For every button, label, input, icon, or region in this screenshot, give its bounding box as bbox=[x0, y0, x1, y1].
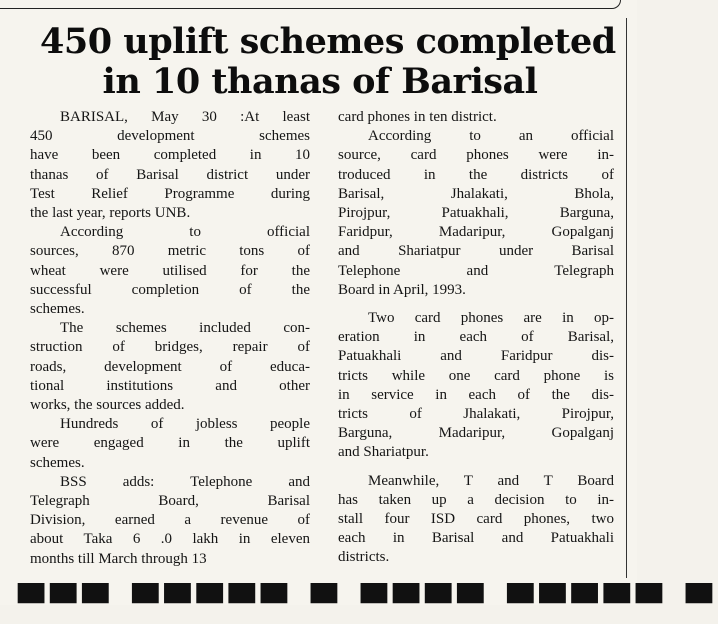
text-line: and Shariatpur under Barisal bbox=[338, 243, 614, 260]
paragraph bbox=[338, 108, 614, 127]
text-line: BARISAL, May 30 :At least bbox=[60, 109, 310, 125]
paragraph-gap bbox=[338, 300, 614, 309]
headline-line-2: in 10 thanas of Barisal bbox=[102, 61, 538, 102]
paragraph bbox=[30, 319, 310, 415]
headline-line-1: 450 uplift schemes completed bbox=[40, 21, 616, 62]
text-line: Meanwhile, T and T Board bbox=[368, 472, 614, 489]
text-line: schemes. bbox=[30, 454, 85, 471]
text-line: Telegraph Board, Barisal bbox=[30, 493, 310, 510]
text-line: thanas of Barisal district under bbox=[30, 166, 310, 183]
text-line: Barisal, Jhalakati, Bhola, bbox=[338, 185, 614, 202]
right-column bbox=[338, 108, 614, 568]
text-line: tricts of Jhalakati, Pirojpur, bbox=[338, 406, 614, 423]
paragraph bbox=[30, 223, 310, 319]
text-line: have been completed in 10 bbox=[30, 147, 310, 164]
top-border-rule bbox=[0, 0, 621, 9]
text-line: Telephone and Telegraph bbox=[338, 262, 614, 279]
text-line: The schemes included con- bbox=[60, 320, 310, 337]
text-line: struction of bridges, repair of bbox=[30, 339, 310, 356]
next-headline-cutoff bbox=[0, 582, 718, 624]
text-line: Faridpur, Madaripur, Gopalganj bbox=[338, 224, 614, 241]
text-line: Test Relief Programme during bbox=[30, 185, 310, 202]
left-column bbox=[30, 108, 310, 569]
text-line: successful completion of the bbox=[30, 281, 310, 298]
text-line: tional institutions and other bbox=[30, 377, 310, 394]
text-line: the last year, reports UNB. bbox=[30, 205, 191, 222]
paragraph bbox=[338, 127, 614, 300]
paragraph bbox=[338, 309, 614, 463]
text-line: in service in each of the dis- bbox=[338, 386, 614, 403]
text-line: BSS adds: Telephone and bbox=[60, 473, 310, 490]
text-line: 450 development schemes bbox=[30, 128, 310, 145]
text-line: troduced in the districts of bbox=[338, 166, 614, 183]
cutoff-glyphs: ▀▀▀ ▀▀▀▀▀ ▀ ▀▀▀▀ ▀▀▀▀▀ ▀ bbox=[18, 584, 718, 624]
text-line: were engaged in the uplift bbox=[30, 435, 310, 452]
paragraph bbox=[30, 415, 310, 473]
text-line: According to official bbox=[60, 224, 310, 241]
text-line: sources, 870 metric tons of bbox=[30, 243, 310, 260]
text-line: roads, development of educa- bbox=[30, 358, 310, 375]
text-line: wheat were utilised for the bbox=[30, 262, 310, 279]
text-line: and Shariatpur. bbox=[338, 444, 429, 461]
text-line: months till March through 13 bbox=[30, 550, 207, 567]
paragraph bbox=[338, 472, 614, 568]
text-line: eration in each of Barisal, bbox=[338, 329, 614, 346]
text-line: about Taka 6 .0 lakh in eleven bbox=[30, 531, 310, 548]
text-line: Pirojpur, Patuakhali, Barguna, bbox=[338, 205, 614, 222]
text-line: each in Barisal and Patuakhali bbox=[338, 530, 614, 547]
text-line: According to an official bbox=[368, 128, 614, 145]
text-line: tricts while one card phone is bbox=[338, 367, 614, 384]
text-line: Board in April, 1993. bbox=[338, 281, 466, 298]
right-column-rule bbox=[626, 18, 627, 578]
headline bbox=[40, 21, 616, 102]
text-line: Two card phones are in op- bbox=[368, 310, 614, 327]
text-line: works, the sources added. bbox=[30, 397, 185, 414]
text-line: Hundreds of jobless people bbox=[60, 416, 310, 433]
text-line: Patuakhali and Faridpur dis- bbox=[338, 348, 614, 365]
text-line: Barguna, Madaripur, Gopalganj bbox=[338, 425, 614, 442]
paragraph bbox=[30, 473, 310, 569]
text-line: Division, earned a revenue of bbox=[30, 512, 310, 529]
text-line: source, card phones were in- bbox=[338, 147, 614, 164]
paragraph-gap bbox=[338, 463, 614, 472]
text-line: schemes. bbox=[30, 301, 85, 318]
text-line: stall four ISD card phones, two bbox=[338, 511, 614, 528]
text-line: card phones in ten district. bbox=[338, 109, 497, 125]
paragraph bbox=[30, 108, 310, 223]
text-line: has taken up a decision to in- bbox=[338, 491, 614, 508]
text-line: districts. bbox=[338, 549, 390, 566]
